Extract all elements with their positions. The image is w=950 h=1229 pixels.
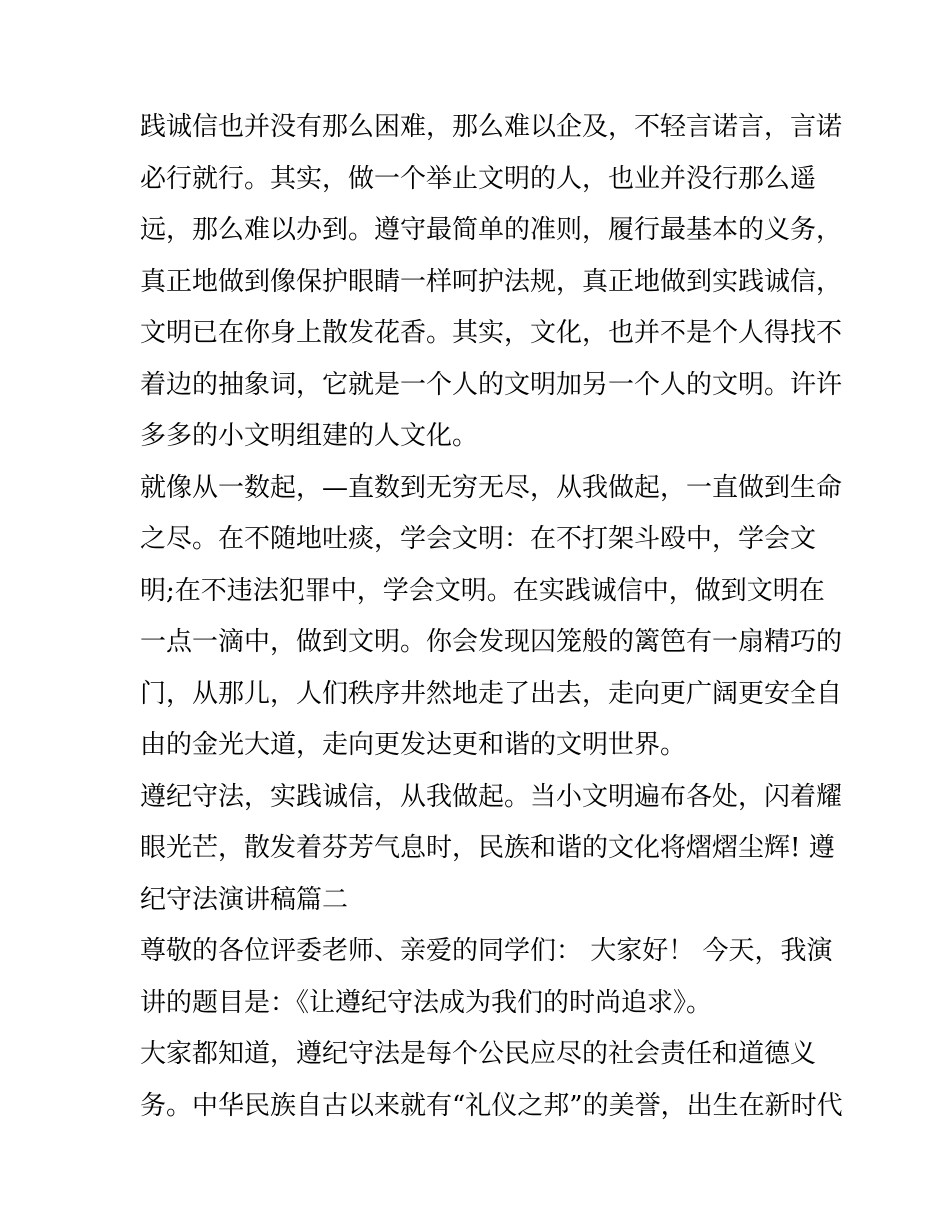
- text-line: 讲的题目是：《让遵纪守法成为我们的时尚追求》。: [140, 987, 713, 1018]
- text-line: 遵纪守法，实践诚信，从我做起。当小文明遍布各处，闪着耀: [140, 781, 843, 812]
- text-line: 着边的抽象词，它就是一个人的文明加另一个人的文明。许许: [140, 369, 843, 400]
- text-line: 文明已在你身上散发花香。其实，文化，也并不是个人得找不: [140, 318, 843, 348]
- text-line: 真正地做到像保护眼睛一样呵护法规，真正地做到实践诚信，: [140, 266, 843, 297]
- text-line: 一点一滴中，做到文明。你会发现囚笼般的篱笆有一扇精巧的: [140, 627, 843, 657]
- text-line: 就像从一数起，—直数到无穷无尽，从我做起，一直做到生命: [140, 472, 843, 503]
- text-line: 门，从那儿，人们秩序井然地走了出去，走向更广阔更安全自: [140, 678, 843, 709]
- document-page: [140, 102, 843, 1132]
- text-line: 眼光芒，散发着芬芳气息时，民族和谐的文化将熠熠尘辉! 遵: [140, 833, 835, 863]
- text-line: 纪守法演讲稿篇二: [140, 884, 349, 915]
- text-line: 多多的小文明组建的人文化。: [140, 421, 479, 451]
- text-line: 必行就行。其实，做一个举止文明的人，也业并没行那么遥: [140, 163, 817, 194]
- text-line: 远，那么难以办到。遵守最简单的准则，履行最基本的义务，: [140, 215, 843, 245]
- text-line: 尊敬的各位评委老师、亲爱的同学们： 大家好！ 今天，我演: [140, 936, 833, 966]
- text-line: 务。中华民族自古以来就有“礼仪之邦”的美誉，出生在新时代: [140, 1090, 843, 1121]
- text-line: 大家都知道，遵纪守法是每个公民应尽的社会责任和道德义: [140, 1039, 817, 1069]
- text-line: 践诚信也并没有那么困难，那么难以企及，不轻言诺言，言诺: [140, 112, 843, 142]
- text-line: 明;在不违法犯罪中，学会文明。在实践诚信中，做到文明在: [140, 575, 825, 606]
- text-line: 由的金光大道，走向更发达更和谐的文明世界。: [140, 730, 687, 760]
- text-line: 之尽。在不随地吐痰，学会文明：在不打架斗殴中，学会文: [140, 524, 817, 554]
